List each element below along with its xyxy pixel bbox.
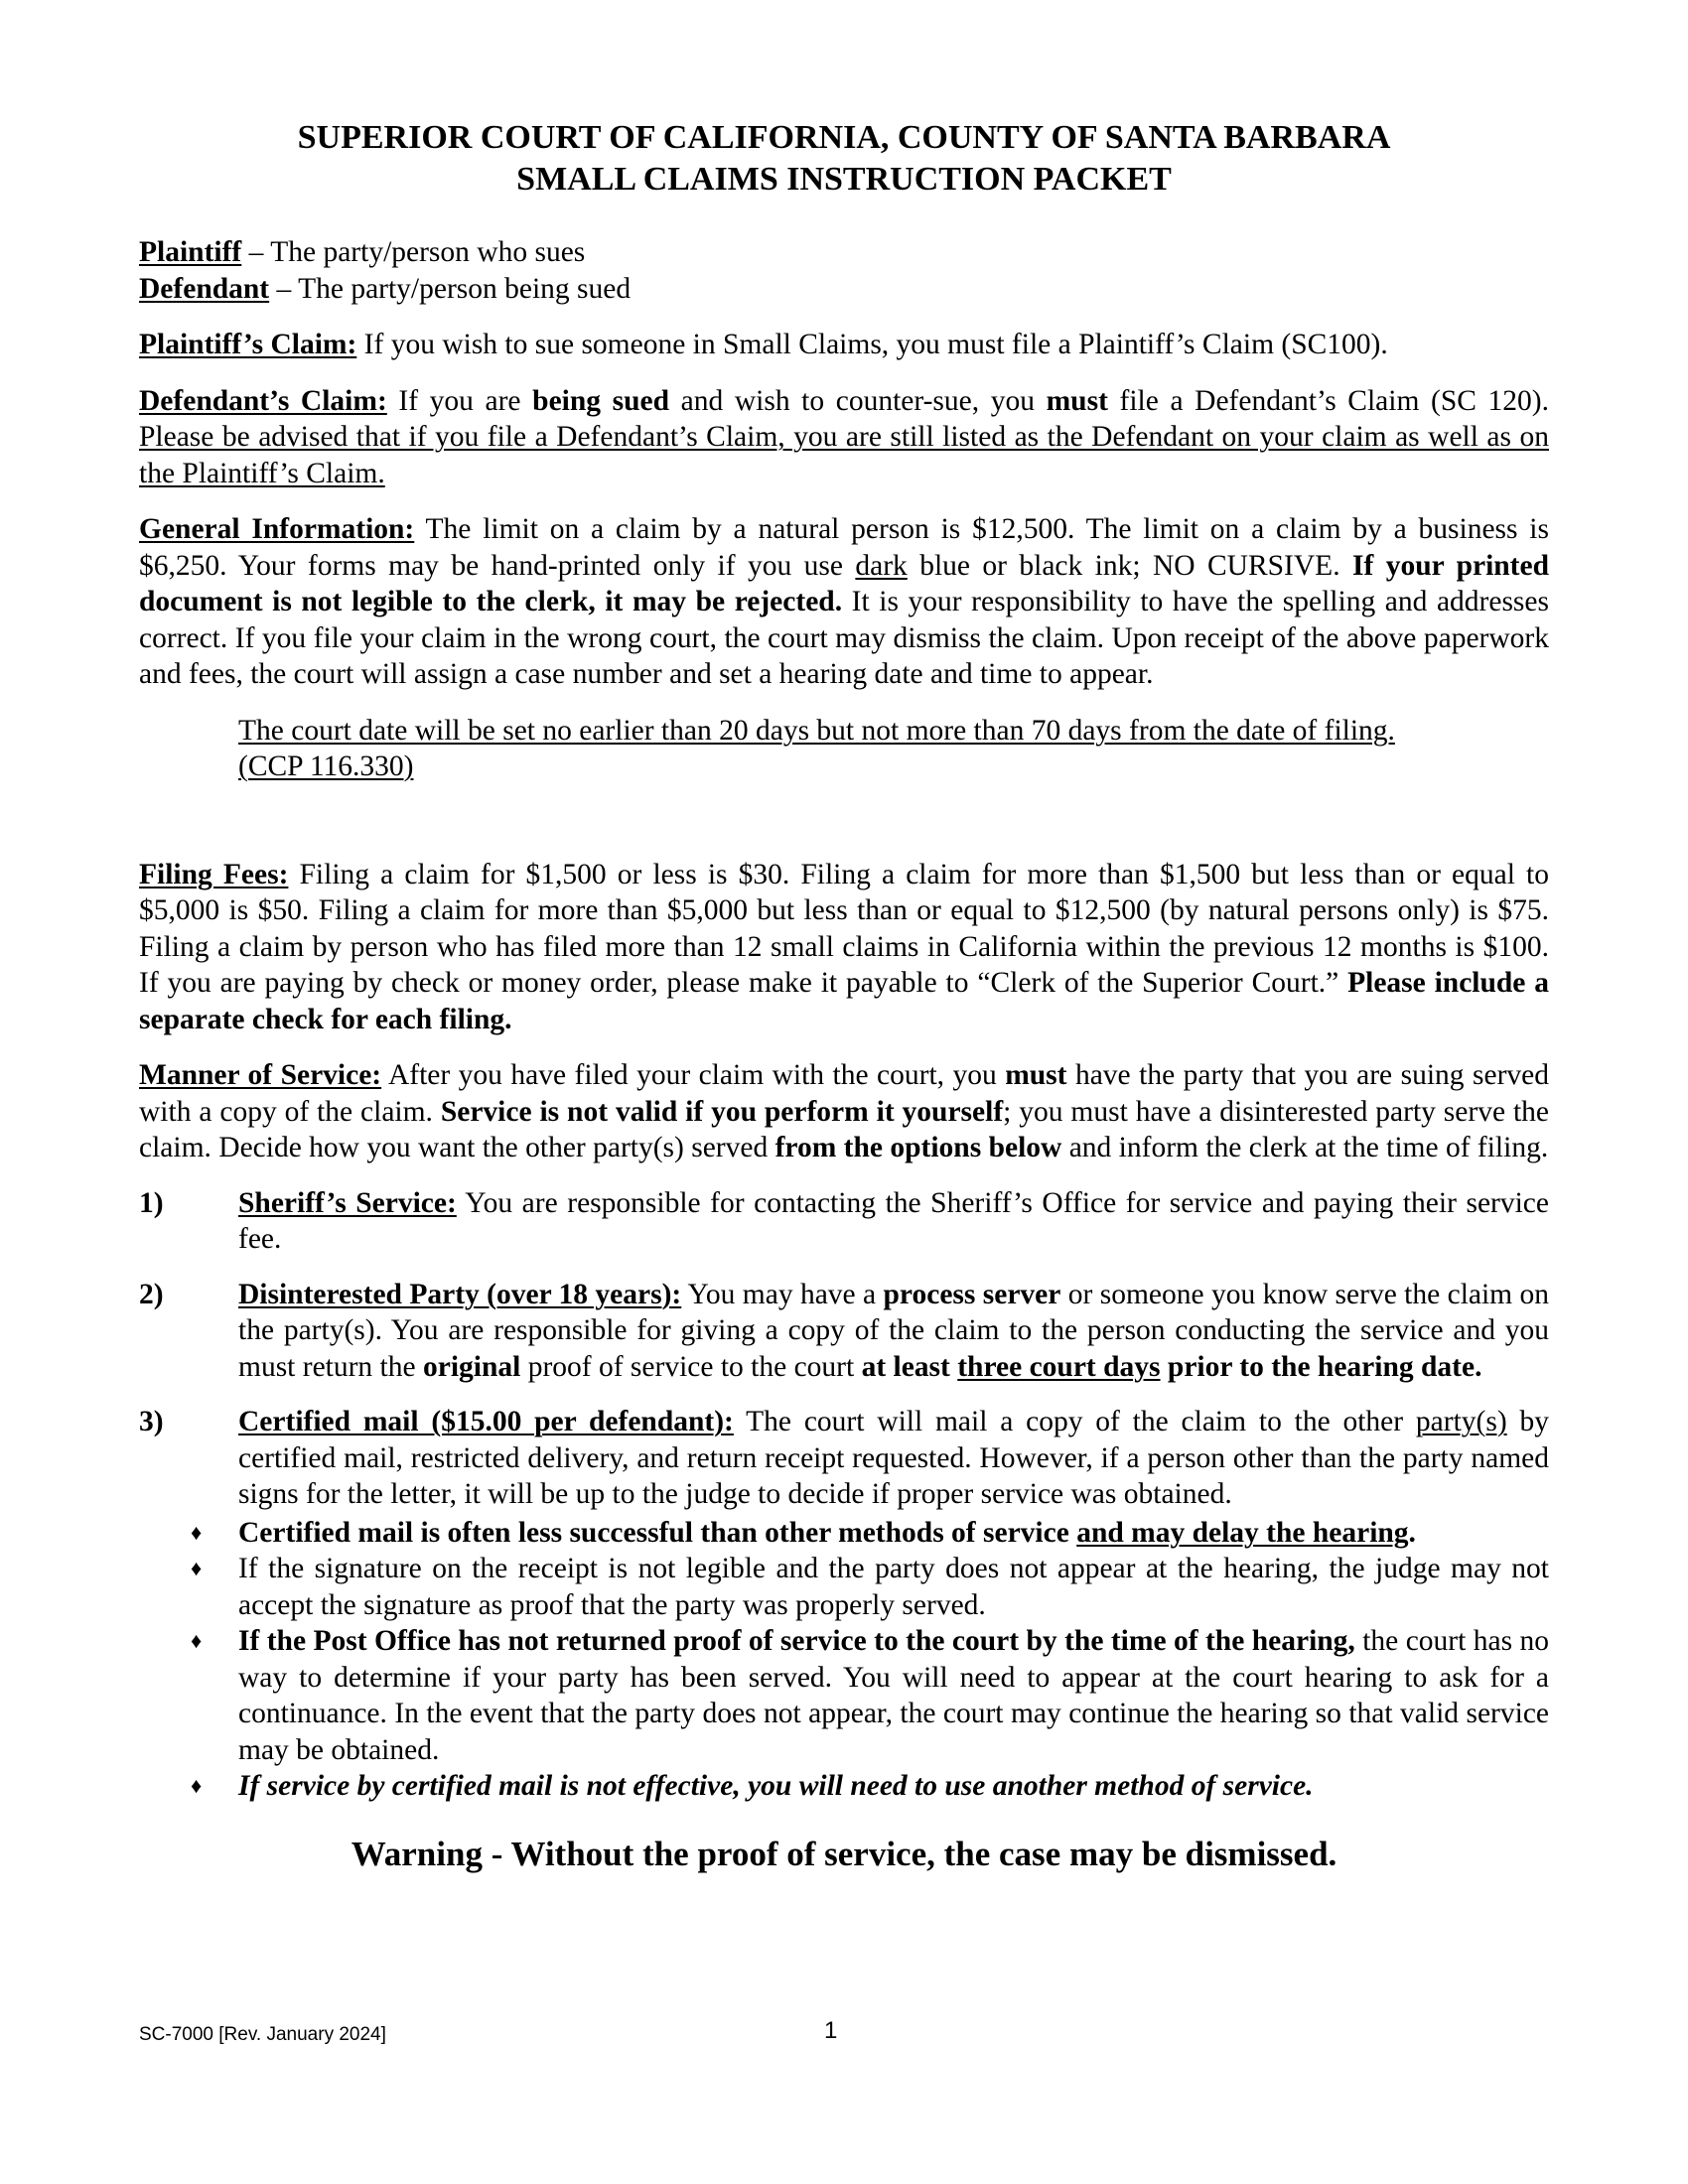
document-title — [139, 117, 1549, 201]
diamond-bullet-icon: ♦ — [191, 1519, 203, 1545]
list-item: ♦ Certified mail is often less successful than other methods of service and may delay the hearing. — [139, 1515, 1549, 1552]
option-heading: Disinterested Party (over 18 years): — [238, 1278, 682, 1310]
plaintiffs-claim-paragraph: Plaintiff’s Claim: If you wish to sue someone in Small Claims, you must file a Plaintiff’s Claim (SC100). — [139, 329, 1388, 360]
diamond-bullet-icon: ♦ — [191, 1628, 203, 1653]
filing-fees-paragraph: Filing Fees: Filing a claim for $1,500 or less is $30. Filing a claim for more than $1,500 but less than or equal to $5,000 is $50. Filing a claim for more than $5,000 but less than or equal to $12,500 (by natural persons only) is $75. Filing a claim by person who has filed more than 12 small claims in California within the previous 12 months is $100. If you are paying by check or money order, please make it payable to “Clerk of the Superior Court.” Please include a separate check for each filing. — [139, 858, 1549, 1035]
definition-defendant: Defendant – The party/person being sued — [139, 272, 632, 305]
option-heading: Certified mail ($15.00 per defendant): — [238, 1406, 734, 1437]
option-heading: Sheriff’s Service: — [238, 1186, 457, 1219]
option-sheriffs-service: 1) Sheriff’s Service: You are responsible for contacting the Sheriff’s Office for service and paying their service fee. — [139, 1185, 1549, 1258]
page-number: 1 — [824, 2017, 838, 2044]
diamond-bullet-icon: ♦ — [191, 1556, 203, 1580]
general-information-paragraph: General Information: The limit on a claim by a natural person is $12,500. The limit on a claim by a business is $6,250. Your forms may be hand-printed only if you use dark blue or black ink; NO CURSIVE. If your printed document is not legible to the clerk, it may be rejected. It is your responsibility to have the spelling and addresses correct. If you file your claim in the wrong court, the court may dismiss the claim. Upon receipt of the above paperwork and fees, the court will assign a case number and set a hearing date and time to appear. — [139, 513, 1549, 690]
certified-mail-notes — [139, 1515, 1549, 1805]
diamond-bullet-icon: ♦ — [191, 1773, 203, 1798]
court-date-note: The court date will be set no earlier than 20 days but not more than 70 days from the date of filing. (CCP 116.330) — [238, 714, 1395, 782]
manner-of-service-paragraph: Manner of Service: After you have filed your claim with the court, you must have the party that you are suing served with a copy of the claim. Service is not valid if you perform it yourself; you must have a disinterested party serve the claim. Decide how you want the other party(s) served from the options below and inform the clerk at the time of filing. — [139, 1059, 1549, 1163]
court-name: SUPERIOR COURT OF CALIFORNIA, COUNTY OF SANTA BARBARA — [297, 119, 1391, 156]
dismissal-warning: Warning - Without the proof of service, the case may be dismissed. — [351, 1834, 1337, 1873]
document-page — [139, 117, 1549, 1876]
general-information-heading: General Information: — [139, 513, 415, 545]
option-number: 3) — [139, 1406, 164, 1437]
form-id: SC-7000 [Rev. January 2024] — [139, 2024, 386, 2045]
filing-fees-heading: Filing Fees: — [139, 858, 289, 890]
defendants-claim-paragraph: Defendant’s Claim: If you are being sued and wish to counter-sue, you must file a Defendant’s Claim (SC 120). Please be advised that if you file a Defendant’s Claim, you are still listed as the Defendant on your claim as well as on the Plaintiff’s Claim. — [139, 384, 1549, 489]
list-item: ♦ If the signature on the receipt is not legible and the party does not appear at the hearing, the judge may not accept the signature as proof that the party was properly served. — [139, 1551, 1549, 1623]
defendants-claim-heading: Defendant’s Claim: — [139, 384, 387, 417]
option-number: 2) — [139, 1278, 164, 1310]
list-item: ♦ If service by certified mail is not effective, you will need to use another method of service. — [139, 1768, 1549, 1805]
plaintiffs-claim-heading: Plaintiff’s Claim: — [139, 329, 357, 360]
option-disinterested-party: 2) Disinterested Party (over 18 years): You may have a process server or someone you know serve the claim on the party(s). You are responsible for giving a copy of the claim to the person conducting the service and you must return the original proof of service to the court at least three court days prior to the hearing date. — [139, 1277, 1549, 1386]
packet-title: SMALL CLAIMS INSTRUCTION PACKET — [516, 161, 1172, 198]
list-item: ♦ If the Post Office has not returned proof of service to the court by the time of the hearing, the court has no way to determine if your party has been served. You will need to appear at the court hearing to ask for a continuance. In the event that the party does not appear, the court may continue the hearing so that valid service may be obtained. — [139, 1623, 1549, 1768]
option-certified-mail: 3) Certified mail ($15.00 per defendant): The court will mail a copy of the claim to the other party(s) by certified mail, restricted delivery, and return receipt requested. However, if a person other than the party named signs for the letter, it will be up to the judge to decide if proper service was obtained. — [139, 1404, 1549, 1513]
option-number: 1) — [139, 1186, 164, 1219]
definition-plaintiff: Plaintiff – The party/person who sues — [139, 236, 586, 268]
manner-of-service-heading: Manner of Service: — [139, 1059, 382, 1091]
